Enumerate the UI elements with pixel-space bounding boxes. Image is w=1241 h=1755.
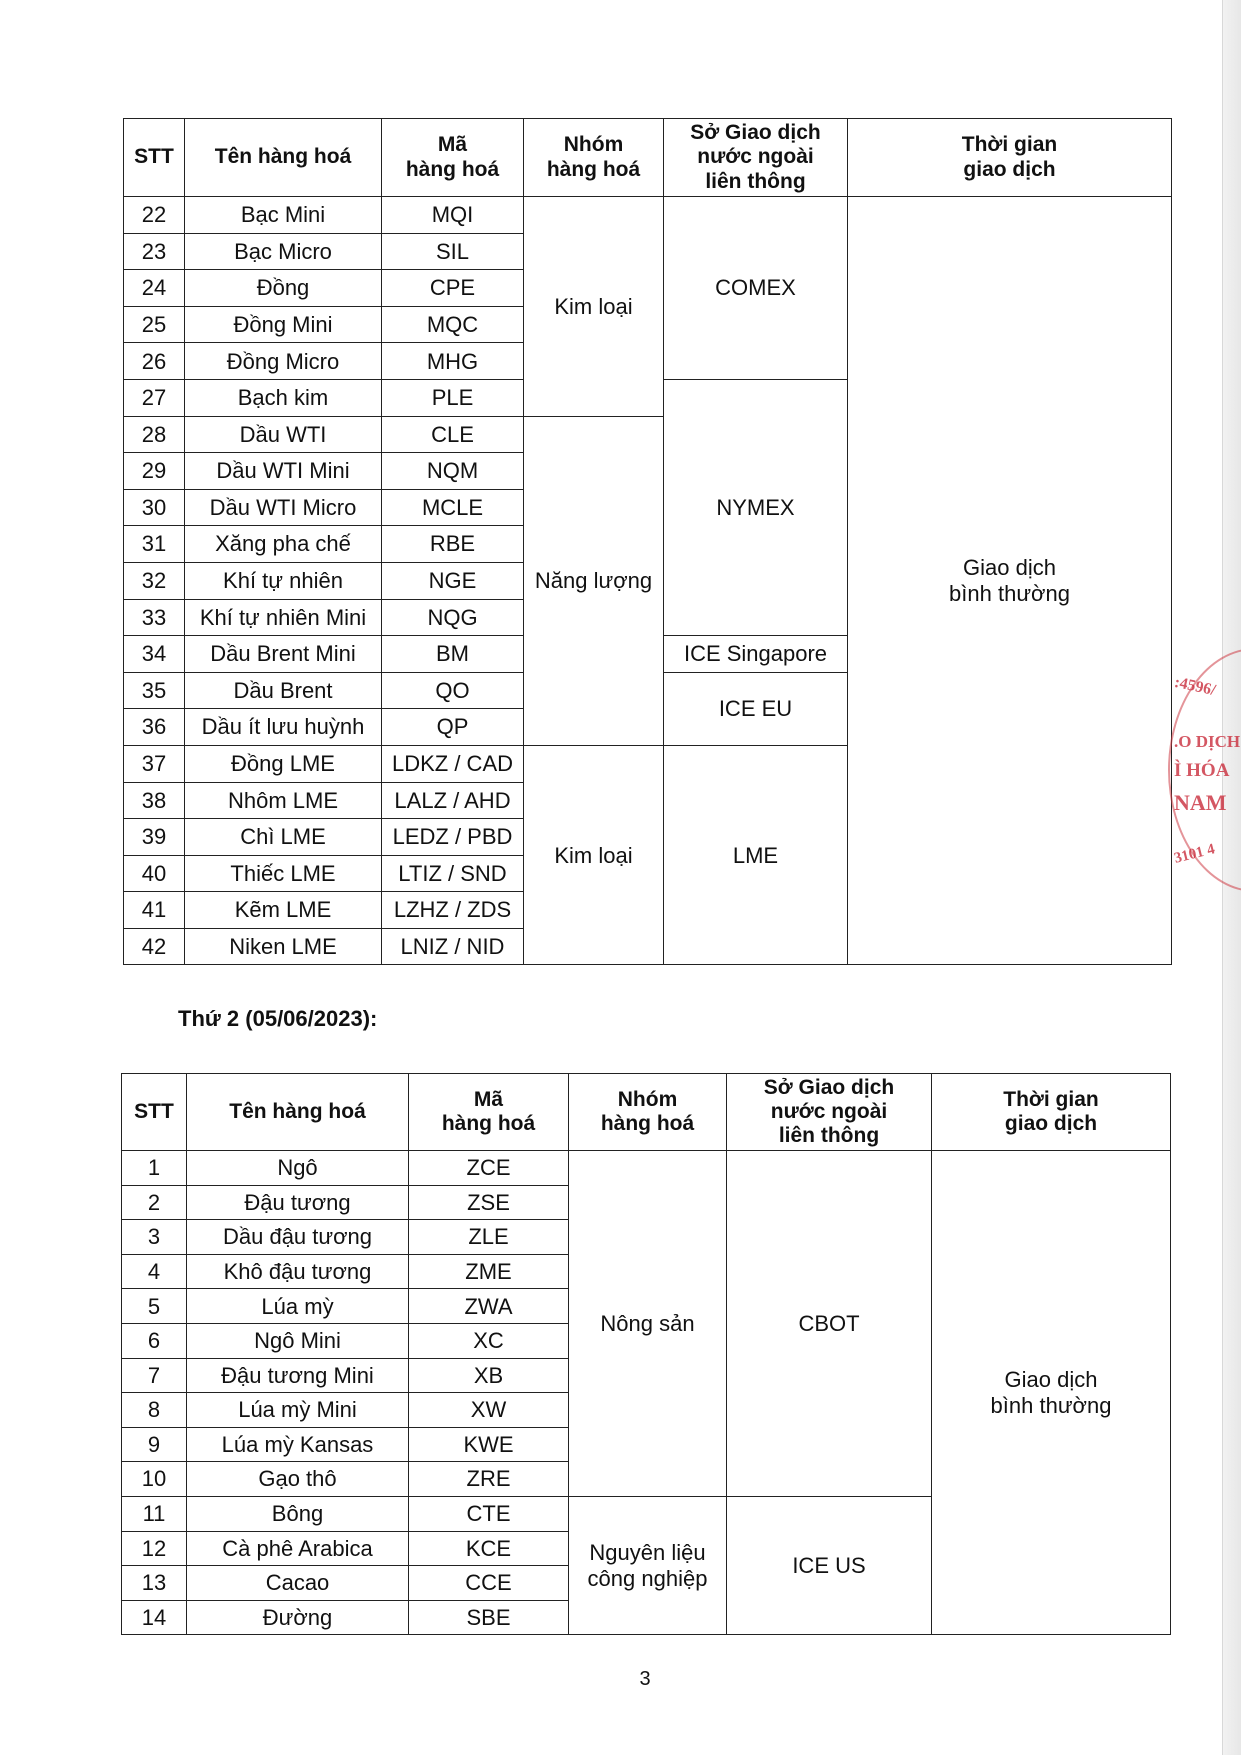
commodity-table-2 bbox=[121, 1073, 1171, 1635]
exchange-cell: CBOT bbox=[727, 1151, 932, 1497]
group-cell: Nguyên liệu công nghiệp bbox=[569, 1496, 727, 1634]
row-code: SIL bbox=[382, 233, 524, 270]
col-header-group: Nhóm hàng hoá bbox=[569, 1074, 727, 1151]
page-edge-shadow bbox=[1222, 0, 1241, 1755]
row-name: Dầu WTI Micro bbox=[185, 489, 382, 526]
row-code: LTIZ / SND bbox=[382, 855, 524, 892]
row-stt: 29 bbox=[124, 453, 185, 490]
col-header-stt: STT bbox=[122, 1074, 187, 1151]
row-name: Chì LME bbox=[185, 819, 382, 856]
row-name: Cacao bbox=[187, 1566, 409, 1601]
row-stt: 32 bbox=[124, 562, 185, 599]
group-cell: Nông sản bbox=[569, 1151, 727, 1497]
row-name: Bạc Mini bbox=[185, 197, 382, 234]
row-stt: 31 bbox=[124, 526, 185, 563]
section-heading: Thứ 2 (05/06/2023): bbox=[178, 1006, 378, 1031]
row-code: LNIZ / NID bbox=[382, 928, 524, 965]
row-stt: 12 bbox=[122, 1531, 187, 1566]
row-code: NQG bbox=[382, 599, 524, 636]
row-code: ZME bbox=[409, 1254, 569, 1289]
row-code: XC bbox=[409, 1323, 569, 1358]
col-header-trading-time: Thời gian giao dịch bbox=[932, 1074, 1171, 1151]
row-stt: 28 bbox=[124, 416, 185, 453]
row-stt: 41 bbox=[124, 892, 185, 929]
row-name: Bông bbox=[187, 1496, 409, 1531]
col-header-name: Tên hàng hoá bbox=[187, 1074, 409, 1151]
row-code: ZLE bbox=[409, 1220, 569, 1255]
row-stt: 40 bbox=[124, 855, 185, 892]
group-cell: Kim loại bbox=[524, 197, 664, 417]
row-code: QP bbox=[382, 709, 524, 746]
row-code: LDKZ / CAD bbox=[382, 745, 524, 782]
row-code: XB bbox=[409, 1358, 569, 1393]
row-name: Đồng Mini bbox=[185, 306, 382, 343]
row-code: CCE bbox=[409, 1566, 569, 1601]
row-stt: 42 bbox=[124, 928, 185, 965]
row-code: CTE bbox=[409, 1496, 569, 1531]
exchange-cell: ICE EU bbox=[664, 672, 848, 745]
row-name: Ngô Mini bbox=[187, 1323, 409, 1358]
col-header-exchange: Sở Giao dịch nước ngoài liên thông bbox=[727, 1074, 932, 1151]
row-name: Dầu WTI Mini bbox=[185, 453, 382, 490]
row-name: Gạo thô bbox=[187, 1462, 409, 1497]
seal-text: :4596/ bbox=[1172, 673, 1218, 700]
seal-text: .O DỊCH bbox=[1174, 732, 1241, 751]
row-stt: 6 bbox=[122, 1323, 187, 1358]
row-code: RBE bbox=[382, 526, 524, 563]
row-code: XW bbox=[409, 1393, 569, 1428]
row-stt: 25 bbox=[124, 306, 185, 343]
row-code: KWE bbox=[409, 1427, 569, 1462]
row-stt: 30 bbox=[124, 489, 185, 526]
row-name: Dầu ít lưu huỳnh bbox=[185, 709, 382, 746]
col-header-code: Mã hàng hoá bbox=[382, 119, 524, 197]
row-stt: 37 bbox=[124, 745, 185, 782]
row-name: Cà phê Arabica bbox=[187, 1531, 409, 1566]
row-code: QO bbox=[382, 672, 524, 709]
trading-time-cell: Giao dịch bình thường bbox=[932, 1151, 1171, 1635]
row-name: Thiếc LME bbox=[185, 855, 382, 892]
row-name: Ngô bbox=[187, 1151, 409, 1186]
row-stt: 14 bbox=[122, 1600, 187, 1635]
row-name: Xăng pha chế bbox=[185, 526, 382, 563]
col-header-name: Tên hàng hoá bbox=[185, 119, 382, 197]
exchange-cell: LME bbox=[664, 745, 848, 965]
table-header-row bbox=[122, 1074, 1171, 1151]
row-name: Dầu Brent Mini bbox=[185, 636, 382, 673]
exchange-cell: ICE US bbox=[727, 1496, 932, 1634]
row-code: PLE bbox=[382, 379, 524, 416]
row-stt: 4 bbox=[122, 1254, 187, 1289]
row-stt: 11 bbox=[122, 1496, 187, 1531]
row-stt: 24 bbox=[124, 270, 185, 307]
row-code: LALZ / AHD bbox=[382, 782, 524, 819]
exchange-cell: COMEX bbox=[664, 197, 848, 380]
seal-text: NAM bbox=[1174, 790, 1227, 815]
row-code: ZCE bbox=[409, 1151, 569, 1186]
table-row bbox=[122, 1151, 1171, 1186]
row-stt: 1 bbox=[122, 1151, 187, 1186]
col-header-group: Nhóm hàng hoá bbox=[524, 119, 664, 197]
exchange-cell: ICE Singapore bbox=[664, 636, 848, 673]
row-code: NQM bbox=[382, 453, 524, 490]
row-stt: 13 bbox=[122, 1566, 187, 1601]
seal-text: Ì HÓA bbox=[1174, 760, 1230, 781]
col-header-code: Mã hàng hoá bbox=[409, 1074, 569, 1151]
row-name: Dầu WTI bbox=[185, 416, 382, 453]
row-stt: 10 bbox=[122, 1462, 187, 1497]
page-number: 3 bbox=[639, 1668, 651, 1690]
seal-text: 3101 4 bbox=[1172, 841, 1217, 867]
row-code: MQC bbox=[382, 306, 524, 343]
row-stt: 39 bbox=[124, 819, 185, 856]
row-name: Đậu tương bbox=[187, 1185, 409, 1220]
col-header-trading-time: Thời gian giao dịch bbox=[848, 119, 1172, 197]
row-code: CLE bbox=[382, 416, 524, 453]
row-code: NGE bbox=[382, 562, 524, 599]
row-name: Bạc Micro bbox=[185, 233, 382, 270]
row-name: Đồng LME bbox=[185, 745, 382, 782]
row-name: Niken LME bbox=[185, 928, 382, 965]
row-name: Đường bbox=[187, 1600, 409, 1635]
row-name: Lúa mỳ Kansas bbox=[187, 1427, 409, 1462]
trading-time-cell: Giao dịch bình thường bbox=[848, 197, 1172, 965]
row-stt: 8 bbox=[122, 1393, 187, 1428]
row-code: LEDZ / PBD bbox=[382, 819, 524, 856]
row-code: BM bbox=[382, 636, 524, 673]
row-name: Đồng bbox=[185, 270, 382, 307]
row-code: CPE bbox=[382, 270, 524, 307]
group-cell: Năng lượng bbox=[524, 416, 664, 745]
row-stt: 7 bbox=[122, 1358, 187, 1393]
row-stt: 22 bbox=[124, 197, 185, 234]
row-name: Dầu Brent bbox=[185, 672, 382, 709]
row-stt: 36 bbox=[124, 709, 185, 746]
row-stt: 3 bbox=[122, 1220, 187, 1255]
row-name: Khí tự nhiên bbox=[185, 562, 382, 599]
row-name: Khí tự nhiên Mini bbox=[185, 599, 382, 636]
row-name: Lúa mỳ Mini bbox=[187, 1393, 409, 1428]
exchange-cell: NYMEX bbox=[664, 379, 848, 635]
row-code: MHG bbox=[382, 343, 524, 380]
row-code: ZSE bbox=[409, 1185, 569, 1220]
col-header-stt: STT bbox=[124, 119, 185, 197]
row-stt: 38 bbox=[124, 782, 185, 819]
row-code: MQI bbox=[382, 197, 524, 234]
row-stt: 23 bbox=[124, 233, 185, 270]
row-name: Đậu tương Mini bbox=[187, 1358, 409, 1393]
row-code: MCLE bbox=[382, 489, 524, 526]
row-stt: 26 bbox=[124, 343, 185, 380]
group-cell: Kim loại bbox=[524, 745, 664, 965]
row-stt: 5 bbox=[122, 1289, 187, 1324]
row-code: LZHZ / ZDS bbox=[382, 892, 524, 929]
row-name: Lúa mỳ bbox=[187, 1289, 409, 1324]
row-code: SBE bbox=[409, 1600, 569, 1635]
row-stt: 33 bbox=[124, 599, 185, 636]
row-name: Bạch kim bbox=[185, 379, 382, 416]
row-name: Nhôm LME bbox=[185, 782, 382, 819]
row-code: ZRE bbox=[409, 1462, 569, 1497]
table-header-row bbox=[124, 119, 1172, 197]
row-stt: 2 bbox=[122, 1185, 187, 1220]
row-name: Kẽm LME bbox=[185, 892, 382, 929]
row-name: Dầu đậu tương bbox=[187, 1220, 409, 1255]
col-header-exchange: Sở Giao dịch nước ngoài liên thông bbox=[664, 119, 848, 197]
row-name: Khô đậu tương bbox=[187, 1254, 409, 1289]
row-stt: 34 bbox=[124, 636, 185, 673]
row-stt: 9 bbox=[122, 1427, 187, 1462]
row-stt: 27 bbox=[124, 379, 185, 416]
commodity-table-1 bbox=[123, 118, 1172, 965]
row-code: KCE bbox=[409, 1531, 569, 1566]
table-row bbox=[124, 197, 1172, 234]
row-name: Đồng Micro bbox=[185, 343, 382, 380]
row-stt: 35 bbox=[124, 672, 185, 709]
row-code: ZWA bbox=[409, 1289, 569, 1324]
